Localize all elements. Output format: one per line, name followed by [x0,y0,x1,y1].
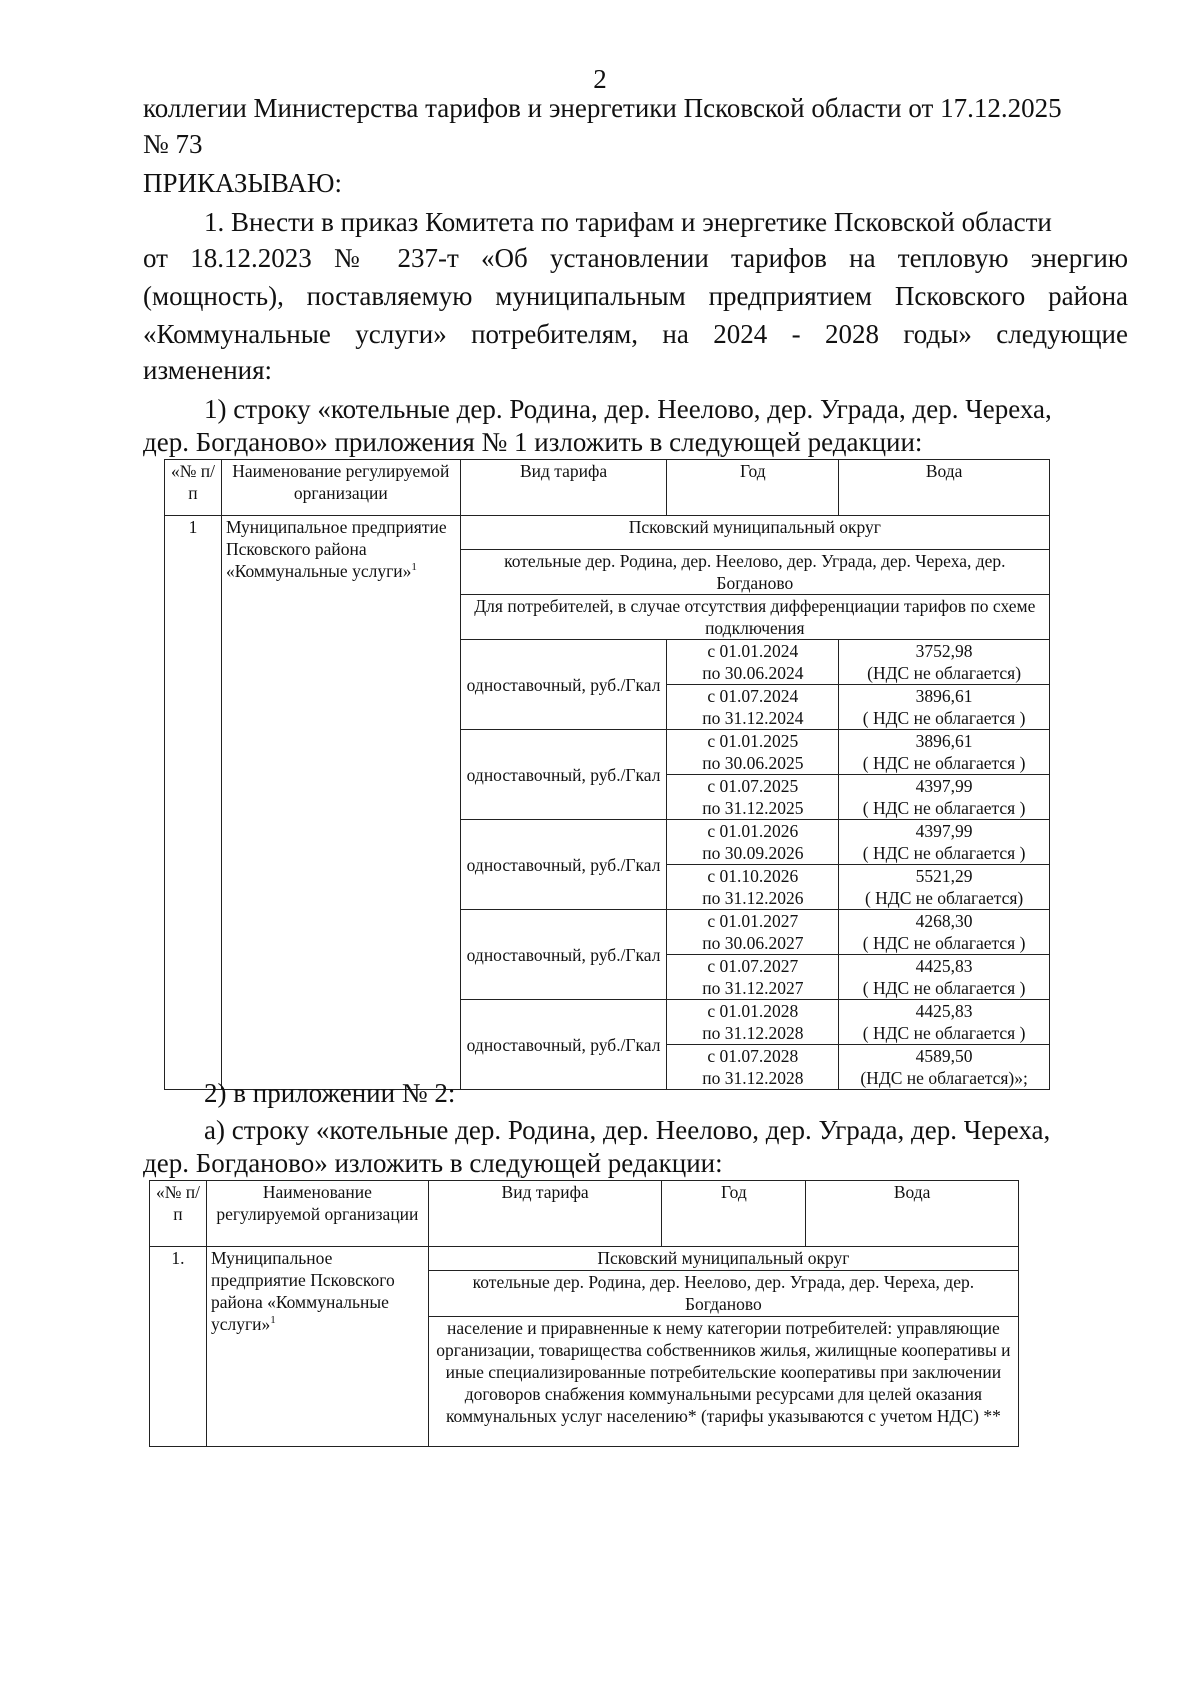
table2-org-name: Муниципальное предприятие Псковского района «Коммунальные услуги»$^1$ [206,1247,428,1447]
period-cell: с 01.01.2024 по 30.06.2024 [667,640,839,685]
tariff-table-1 [164,459,1050,1090]
sub2-a-line-1: а) строку «котельные дер. Родина, дер. Неелово, дер. Уграда, дер. Череха, [204,1115,1051,1145]
table2-population: население и приравненные к нему категории потребителей: управляющие организации, товарищества собственников жилья, жилищные кооперативы и иные специализированные потребительские кооперативы при заключении договоров снабжения коммунальными ресурсами для целей оказания коммунальных услуг населению* (тарифы указываются с учетом НДС) ** [428,1317,1018,1447]
table2-district: Псковский муниципальный округ [428,1247,1018,1271]
intro-line-1: коллегии Министерства тарифов и энергетики Псковской области от 17.12.2025 [143,93,1062,123]
table1-header-tariff: Вид тарифа [460,460,667,516]
sub1-line-2: дер. Богданово» приложения № 1 изложить в следующей редакции: [143,427,923,457]
table1-consumers: Для потребителей, в случае отсутствия дифференциации тарифов по схеме подключения [460,595,1049,640]
value-cell: 4397,99 ( НДС не облагается ) [839,820,1050,865]
period-cell: с 01.07.2028 по 31.12.2028 [667,1045,839,1090]
table1-district: Псковский муниципальный округ [460,516,1049,550]
period-cell: с 01.01.2027 по 30.06.2027 [667,910,839,955]
table1-header-num: «№ п/п [165,460,222,516]
table2-header-org: Наименование регулируемой организации [206,1181,428,1247]
sub2-a-line-2: дер. Богданово» изложить в следующей редакции: [143,1148,723,1178]
table1-row-number: 1 [165,516,222,1090]
table1-org-name: Муниципальное предприятие Псковского района «Коммунальные услуги»$^1$ [221,516,460,1090]
tariff-type-cell: одноставочный, руб./Гкал [460,640,667,730]
period-cell: с 01.01.2026 по 30.09.2026 [667,820,839,865]
item1-line-2: от 18.12.2023 № 237-т «Об установлении тарифов на тепловую энергию [143,243,1128,273]
table2-header-num: «№ п/п [150,1181,207,1247]
table2-header-year: Год [662,1181,806,1247]
table1-header-org: Наименование регулируемой организации [221,460,460,516]
tariff-type-cell: одноставочный, руб./Гкал [460,1000,667,1090]
value-cell: 4425,83 ( НДС не облагается ) [839,955,1050,1000]
period-cell: с 01.07.2027 по 31.12.2027 [667,955,839,1000]
table1-header-water: Вода [839,460,1050,516]
period-cell: с 01.07.2025 по 31.12.2025 [667,775,839,820]
value-cell: 3752,98 (НДС не облагается) [839,640,1050,685]
item1-line-1: 1. Внести в приказ Комитета по тарифам и энергетике Псковской области [204,207,1052,237]
period-cell: с 01.01.2025 по 30.06.2025 [667,730,839,775]
intro-line-2: № 73 [143,129,203,159]
item1-line-3: (мощность), поставляемую муниципальным предприятием Псковского района [143,281,1128,311]
period-cell: с 01.07.2024 по 31.12.2024 [667,685,839,730]
table2-boilers: котельные дер. Родина, дер. Неелово, дер. Уграда, дер. Череха, дер. Богданово [428,1271,1018,1317]
value-cell: 4589,50 (НДС не облагается)»; [839,1045,1050,1090]
table2-header-water: Вода [806,1181,1019,1247]
tariff-type-cell: одноставочный, руб./Гкал [460,820,667,910]
period-cell: с 01.01.2028 по 31.12.2028 [667,1000,839,1045]
value-cell: 4268,30 ( НДС не облагается ) [839,910,1050,955]
order-heading: ПРИКАЗЫВАЮ: [143,168,342,198]
table1-boilers: котельные дер. Родина, дер. Неелово, дер. Уграда, дер. Череха, дер. Богданово [460,550,1049,595]
table1-header-row [165,460,1050,516]
item1-line-5: изменения: [143,355,273,385]
tariff-type-cell: одноставочный, руб./Гкал [460,910,667,1000]
table2-header-row [150,1181,1019,1247]
value-cell: 3896,61 ( НДС не облагается ) [839,730,1050,775]
tariff-table-2 [149,1180,1019,1447]
page-number: 2 [593,64,607,94]
value-cell: 4397,99 ( НДС не облагается ) [839,775,1050,820]
table1-header-year: Год [667,460,839,516]
sub2-title: 2) в приложении № 2: [204,1078,456,1108]
item1-line-4: «Коммунальные услуги» потребителям, на 2024 - 2028 годы» следующие [143,319,1128,349]
sub1-line-1: 1) строку «котельные дер. Родина, дер. Неелово, дер. Уграда, дер. Череха, [204,394,1052,424]
value-cell: 3896,61 ( НДС не облагается ) [839,685,1050,730]
tariff-type-cell: одноставочный, руб./Гкал [460,730,667,820]
table2-row-number: 1. [150,1247,207,1447]
value-cell: 5521,29 ( НДС не облагается) [839,865,1050,910]
value-cell: 4425,83 ( НДС не облагается ) [839,1000,1050,1045]
period-cell: с 01.10.2026 по 31.12.2026 [667,865,839,910]
table2-header-tariff: Вид тарифа [428,1181,662,1247]
